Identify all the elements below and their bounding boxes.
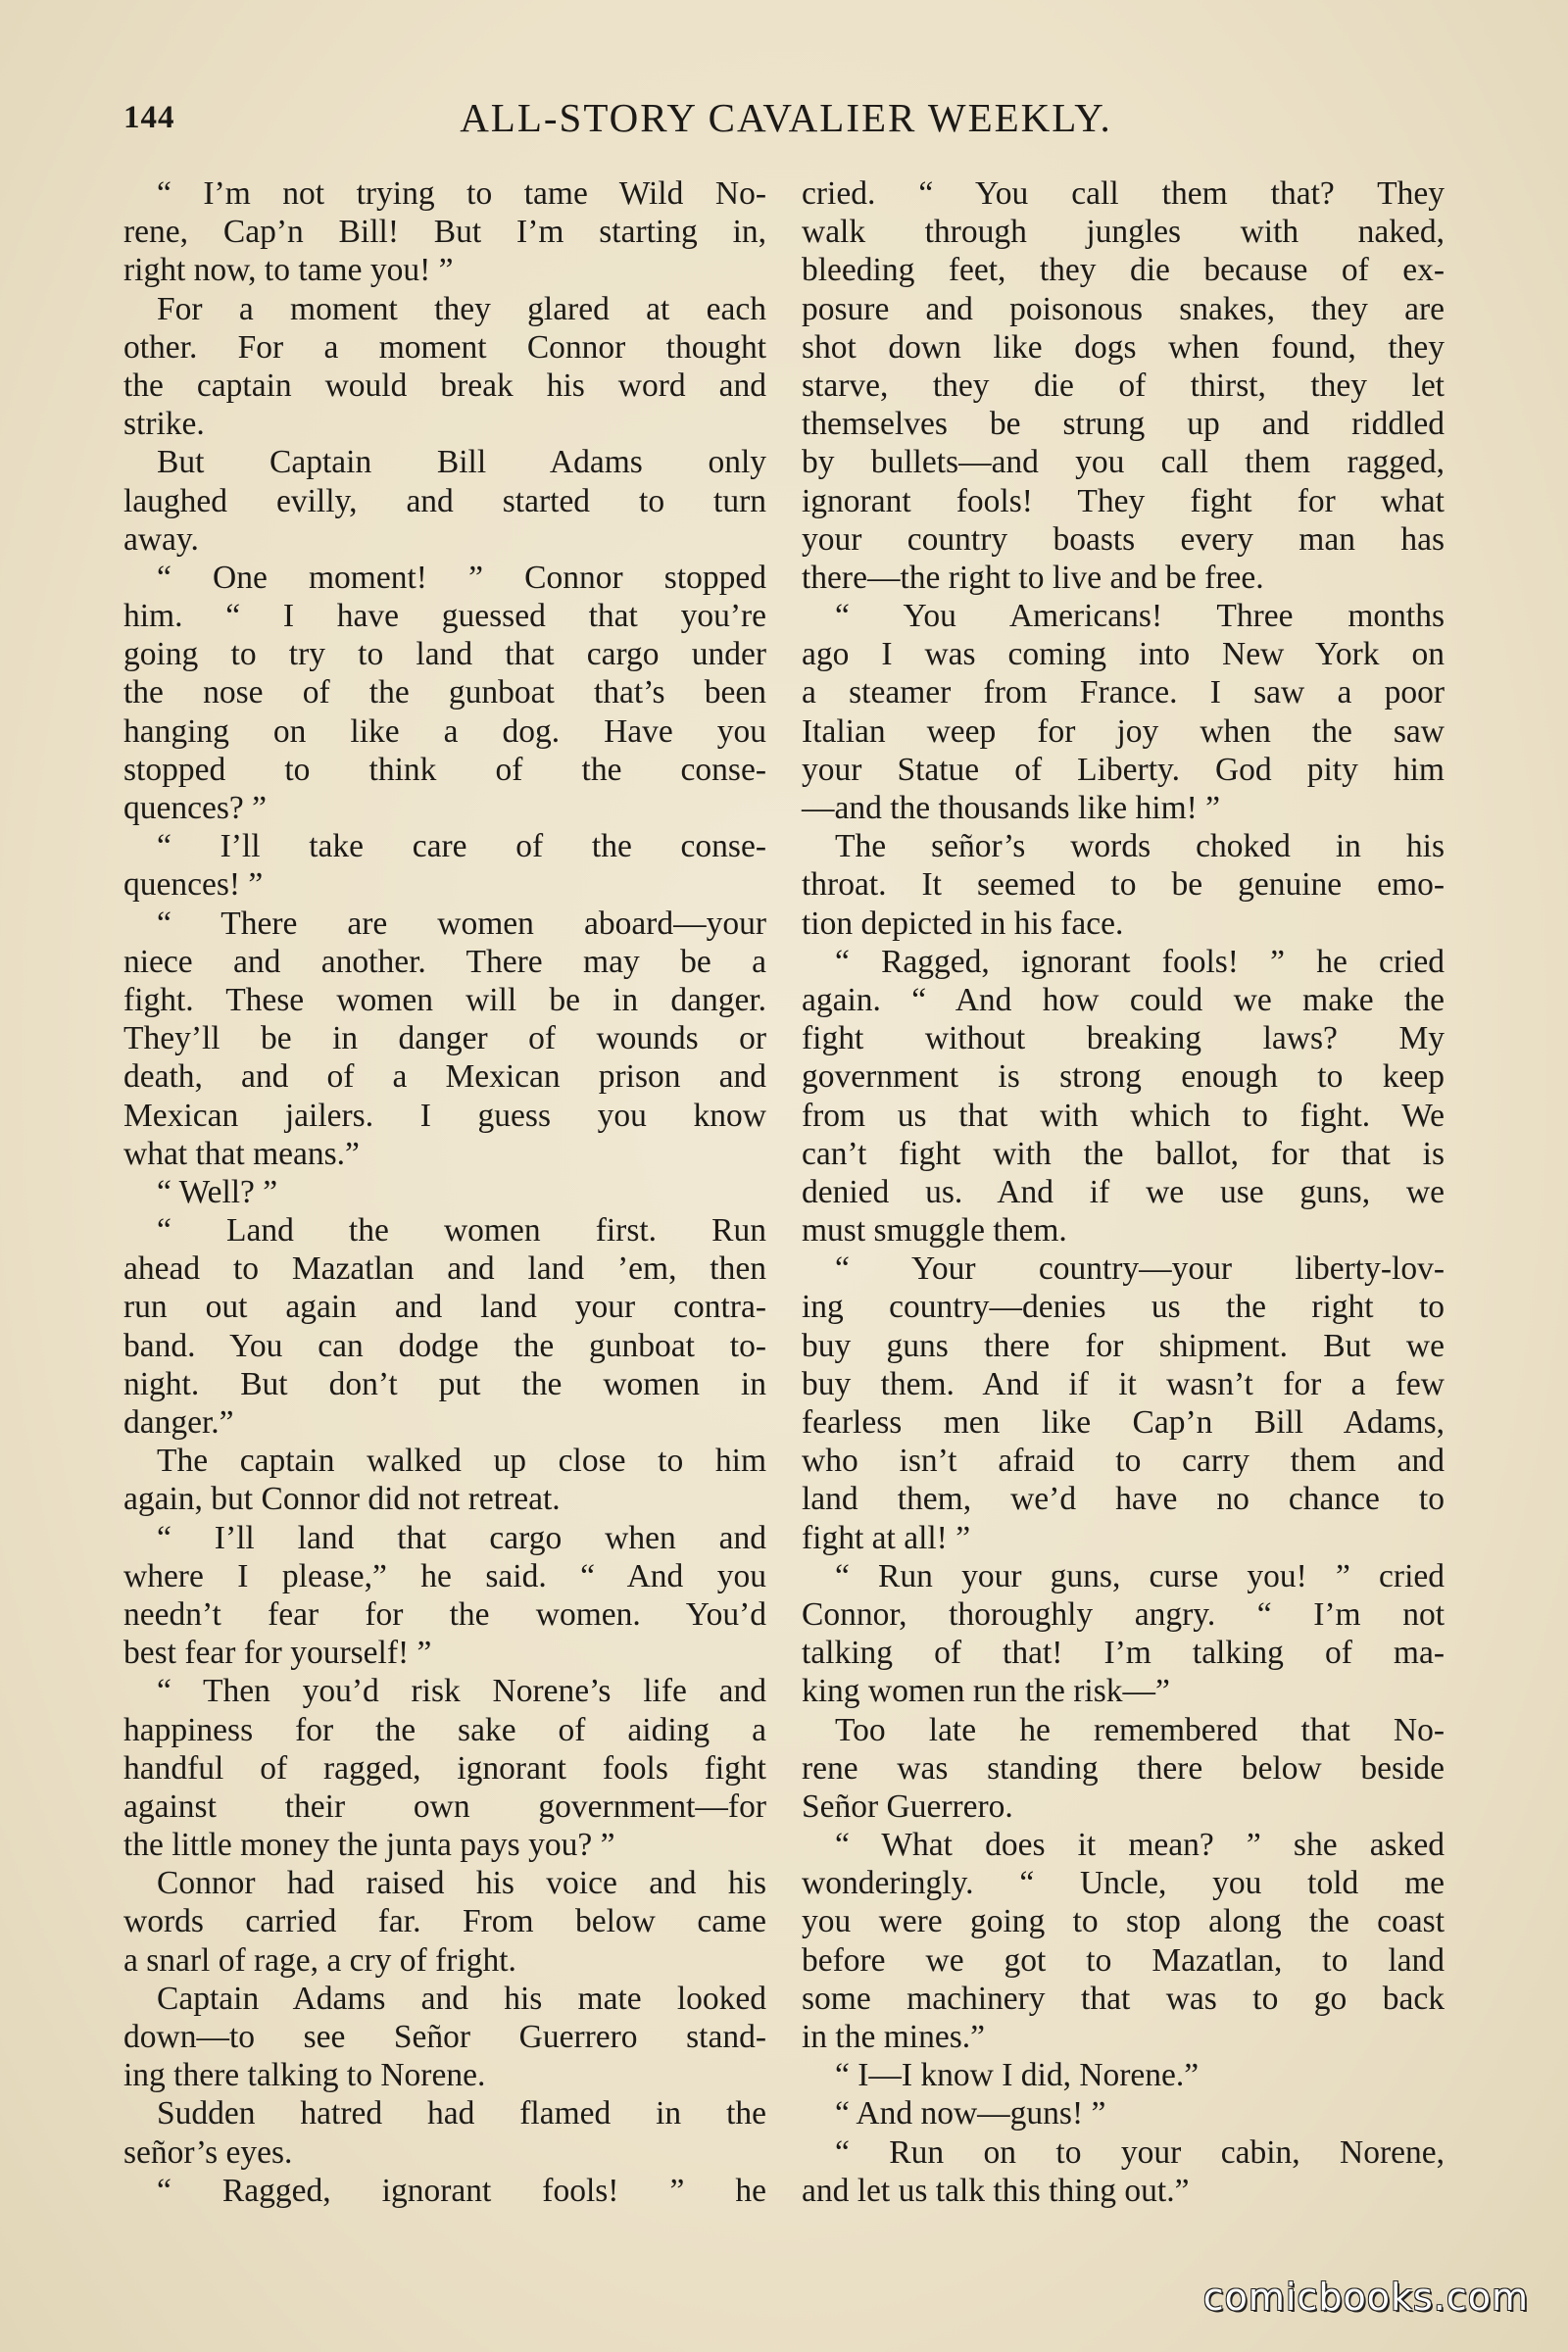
text-line: “ Run on to your cabin, Norene, bbox=[835, 2133, 1445, 2171]
text-line: before we got to Mazatlan, to land bbox=[802, 1941, 1445, 1979]
text-line: handful of ragged, ignorant fools fight bbox=[123, 1749, 766, 1787]
text-line: rene, Cap’n Bill! But I’m starting in, bbox=[123, 214, 766, 251]
text-line: against their own government—for bbox=[123, 1788, 766, 1825]
text-line: throat. It seemed to be genuine emo- bbox=[802, 866, 1445, 904]
text-line: strike. bbox=[123, 406, 205, 443]
text-line: Connor, thoroughly angry. “ I’m not bbox=[802, 1595, 1445, 1633]
text-line: laughed evilly, and started to turn bbox=[123, 482, 766, 519]
text-line: “ I’m not trying to tame Wild No- bbox=[157, 175, 766, 212]
text-line: the little money the junta pays you? ” bbox=[123, 1827, 615, 1864]
text-line: “ Then you’d risk Norene’s life and bbox=[157, 1673, 766, 1710]
text-line: king women run the risk—” bbox=[802, 1673, 1170, 1710]
text-line: wonderingly. “ Uncle, you told me bbox=[802, 1865, 1445, 1902]
text-line: some machinery that was to go back bbox=[802, 1980, 1445, 2017]
text-line: away. bbox=[123, 520, 199, 558]
text-line: other. For a moment Connor thought bbox=[123, 328, 766, 366]
text-line: quences! ” bbox=[123, 866, 264, 904]
text-line: death, and of a Mexican prison and bbox=[123, 1058, 766, 1096]
text-line: Too late he remembered that No- bbox=[835, 1711, 1445, 1748]
text-line: by bullets—and you call them ragged, bbox=[802, 444, 1445, 481]
text-line: danger.” bbox=[123, 1404, 234, 1441]
running-title: ALL-STORY CAVALIER WEEKLY. bbox=[460, 95, 1112, 140]
text-line: Señor Guerrero. bbox=[802, 1788, 1013, 1825]
text-line: band. You can dodge the gunboat to- bbox=[123, 1327, 766, 1364]
text-line: your country boasts every man has bbox=[802, 520, 1445, 558]
text-line: quences? ” bbox=[123, 790, 268, 826]
text-line: themselves be strung up and riddled bbox=[802, 406, 1445, 443]
text-line: a steamer from France. I saw a poor bbox=[802, 674, 1445, 711]
text-line: words carried far. From below came bbox=[123, 1903, 766, 1940]
text-line: shot down like dogs when found, they bbox=[802, 328, 1445, 366]
text-line: night. But don’t put the women in bbox=[123, 1365, 766, 1402]
text-line: starve, they die of thirst, they let bbox=[802, 367, 1445, 404]
text-line: needn’t fear for the women. You’d bbox=[123, 1595, 766, 1633]
text-line: —and the thousands like him! ” bbox=[802, 790, 1221, 826]
text-line: But Captain Bill Adams only bbox=[157, 444, 766, 481]
right-text-column bbox=[802, 174, 1445, 2210]
text-line: going to try to land that cargo under bbox=[123, 636, 766, 673]
text-line: “ I’ll land that cargo when and bbox=[157, 1519, 766, 1556]
text-line: ing country—denies us the right to bbox=[802, 1289, 1445, 1326]
text-line: For a moment they glared at each bbox=[157, 290, 766, 327]
text-line: your Statue of Liberty. God pity him bbox=[802, 751, 1445, 788]
text-line: señor’s eyes. bbox=[123, 2133, 293, 2171]
text-line: what that means.” bbox=[123, 1135, 360, 1172]
text-line: “ I’ll take care of the conse- bbox=[157, 828, 766, 865]
text-line: fight without breaking laws? My bbox=[802, 1020, 1445, 1057]
text-line: the nose of the gunboat that’s been bbox=[123, 674, 766, 711]
text-line: tion depicted in his face. bbox=[802, 905, 1124, 942]
text-line: “ Ragged, ignorant fools! ” he bbox=[157, 2172, 766, 2209]
text-line: ago I was coming into New York on bbox=[802, 636, 1445, 673]
text-line: “ What does it mean? ” she asked bbox=[835, 1827, 1445, 1864]
text-line: ing there talking to Norene. bbox=[123, 2057, 486, 2094]
text-line: where I please,” he said. “ And you bbox=[123, 1557, 766, 1594]
text-line: right now, to tame you! ” bbox=[123, 252, 454, 289]
text-line: “ And now—guns! ” bbox=[835, 2095, 1106, 2132]
text-line: again, but Connor did not retreat. bbox=[123, 1481, 561, 1518]
text-line: Sudden hatred had flamed in the bbox=[157, 2095, 766, 2132]
text-line: down—to see Señor Guerrero stand- bbox=[123, 2019, 766, 2055]
text-line: buy guns there for shipment. But we bbox=[802, 1327, 1445, 1364]
text-line: They’ll be in danger of wounds or bbox=[123, 1020, 766, 1057]
text-line: “ Land the women first. Run bbox=[157, 1212, 766, 1250]
text-line: bleeding feet, they die because of ex- bbox=[802, 252, 1445, 289]
text-line: Captain Adams and his mate looked bbox=[157, 1980, 766, 2017]
text-line: Connor had raised his voice and his bbox=[157, 1865, 766, 1902]
text-line: him. “ I have guessed that you’re bbox=[123, 598, 766, 635]
text-line: happiness for the sake of aiding a bbox=[123, 1711, 766, 1748]
text-line: ignorant fools! They fight for what bbox=[802, 482, 1445, 519]
text-line: stopped to think of the conse- bbox=[123, 751, 766, 788]
text-line: denied us. And if we use guns, we bbox=[802, 1173, 1445, 1210]
text-line: “ Well? ” bbox=[157, 1173, 278, 1210]
text-line: posure and poisonous snakes, they are bbox=[802, 290, 1445, 327]
text-line: the captain would break his word and bbox=[123, 367, 766, 404]
text-line: The señor’s words choked in his bbox=[835, 828, 1445, 865]
text-line: “ Your country—your liberty-lov- bbox=[835, 1250, 1445, 1288]
text-line: there—the right to live and be free. bbox=[802, 559, 1264, 596]
text-line: you were going to stop along the coast bbox=[802, 1903, 1445, 1940]
text-line: talking of that! I’m talking of ma- bbox=[802, 1635, 1445, 1672]
text-line: niece and another. There may be a bbox=[123, 943, 766, 980]
text-line: The captain walked up close to him bbox=[157, 1443, 766, 1480]
page-header bbox=[123, 94, 1448, 153]
text-line: again. “ And how could we make the bbox=[802, 981, 1445, 1018]
text-line: “ One moment! ” Connor stopped bbox=[157, 559, 766, 596]
text-line: in the mines.” bbox=[802, 2019, 985, 2055]
left-text-column bbox=[123, 174, 766, 2210]
text-line: “ There are women aboard—your bbox=[157, 905, 766, 942]
text-line: fight. These women will be in danger. bbox=[123, 981, 766, 1018]
watermark-logo: comicbooks.com bbox=[1202, 2276, 1529, 2319]
text-line: can’t fight with the ballot, for that is bbox=[802, 1135, 1445, 1172]
text-line: must smuggle them. bbox=[802, 1212, 1067, 1250]
text-line: Mexican jailers. I guess you know bbox=[123, 1097, 766, 1134]
text-line: and let us talk this thing out.” bbox=[802, 2172, 1190, 2209]
text-line: best fear for yourself! ” bbox=[123, 1635, 432, 1672]
text-line: land them, we’d have no chance to bbox=[802, 1481, 1445, 1518]
text-line: “ You Americans! Three months bbox=[835, 598, 1445, 635]
text-line: hanging on like a dog. Have you bbox=[123, 712, 766, 750]
text-line: cried. “ You call them that? They bbox=[802, 175, 1445, 212]
text-line: Italian weep for joy when the saw bbox=[802, 712, 1445, 750]
text-line: run out again and land your contra- bbox=[123, 1289, 766, 1326]
text-line: buy them. And if it wasn’t for a few bbox=[802, 1365, 1445, 1402]
text-line: from us that with which to fight. We bbox=[802, 1097, 1445, 1134]
text-line: who isn’t afraid to carry them and bbox=[802, 1443, 1445, 1480]
text-line: “ Ragged, ignorant fools! ” he cried bbox=[835, 943, 1445, 980]
text-line: rene was standing there below beside bbox=[802, 1749, 1445, 1787]
text-line: “ Run your guns, curse you! ” cried bbox=[835, 1557, 1445, 1594]
text-line: ahead to Mazatlan and land ’em, then bbox=[123, 1250, 766, 1288]
text-line: “ I—I know I did, Norene.” bbox=[835, 2057, 1200, 2094]
text-line: walk through jungles with naked, bbox=[802, 214, 1445, 251]
text-line: fight at all! ” bbox=[802, 1519, 971, 1556]
text-line: government is strong enough to keep bbox=[802, 1058, 1445, 1096]
page-number: 144 bbox=[123, 100, 175, 135]
text-line: a snarl of rage, a cry of fright. bbox=[123, 1941, 516, 1979]
text-line: fearless men like Cap’n Bill Adams, bbox=[802, 1404, 1445, 1441]
